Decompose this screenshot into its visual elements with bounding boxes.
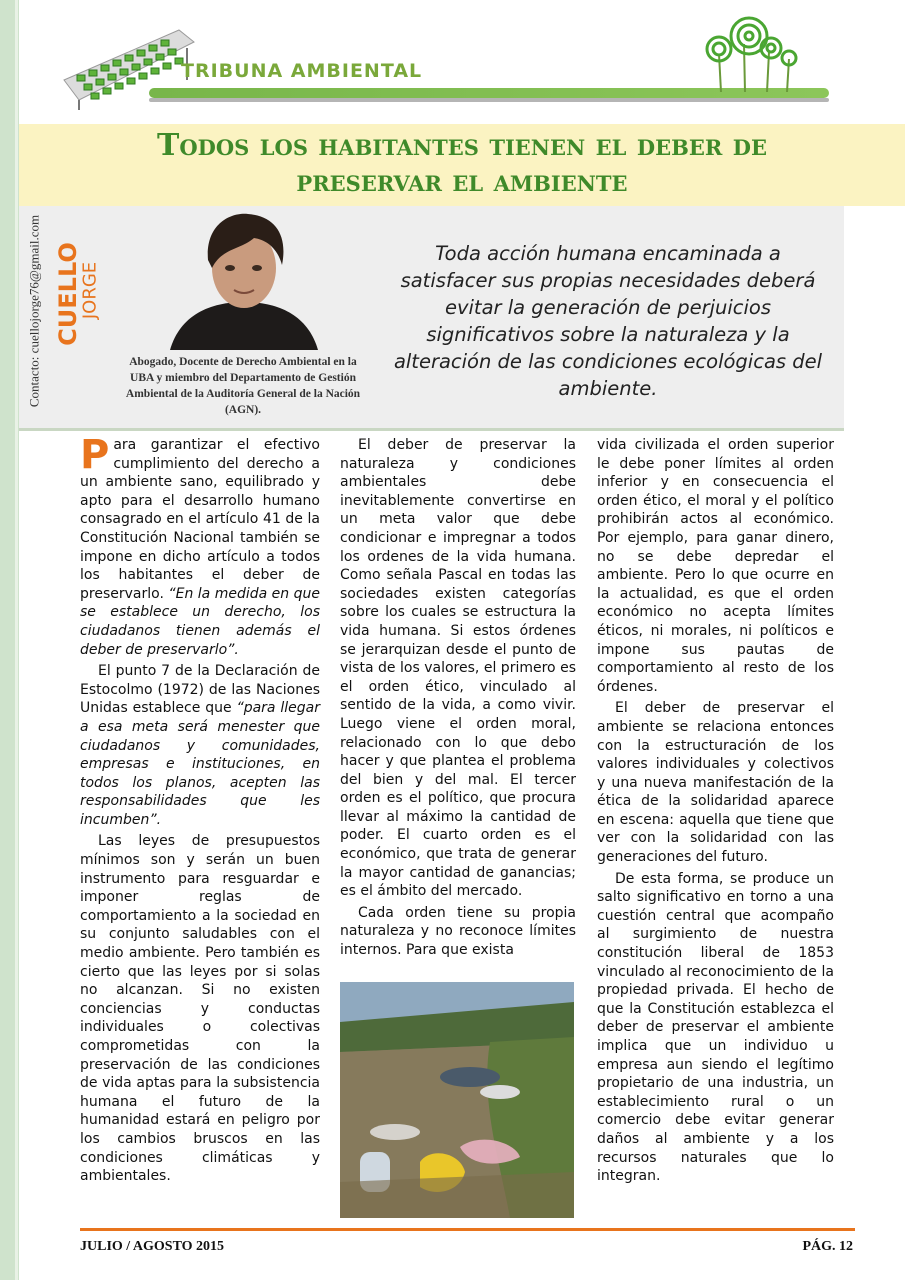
paragraph: El deber de preservar el ambiente se relaciona entonces con la estructuración de los valores individuales y colectivos y una nueva manifestación de la ética de la solidaridad aparece en escena: aquella que tiene que ver con la solidaridad con las generaciones del futuro. (597, 700, 834, 866)
paragraph: Las leyes de presupuestos mínimos son y serán un buen instrumento para resguardar e imponer reglas de comportamiento a la sociedad en su conjunto saludables con el medio ambiente. Pero también es cierto que las leyes por si solas no alcanzan. Si no existen conciencias y conductas individuales o colectivas comprometidas con la preservación de las condiciones de vida aptas para la subsistencia humana el futuro de la humanidad estará en peligro por los cambios bruscos en las condiciones climáticas y ambientales. (80, 833, 320, 1185)
drop-cap: P (80, 432, 110, 478)
left-margin-stripe-inner (15, 0, 18, 1280)
author-bio: Abogado, Docente de Derecho Ambiental en la UBA y miembro del Departamento de Gestión Ambiental de la Auditoría General de la Nación (AGN). (125, 356, 361, 416)
shoreline-litter-photo (340, 982, 574, 1218)
paragraph: De esta forma, se produce un salto significativo en torno a una cuestión central que acompaño al surgimiento de nuestra constitución liberal de 1853 vinculado al reconocimiento de la propiedad privada. El hecho de que la Constitución establezca el deber de preservar el ambiente implica que un individuo u empresa aun siendo el legítimo propietario de una industria, un establecimiento rural o un comercio debe evitar generar daños al ambiente y a los recursos naturales que lo integran. (597, 870, 834, 1185)
issue-date: JULIO / AGOSTO 2015 (80, 1239, 225, 1254)
body-column-1 (80, 432, 321, 1189)
author-portrait (150, 210, 338, 350)
page-number: PÁG. 12 (802, 1239, 853, 1254)
author-first-name: JORGE (79, 261, 101, 320)
article-title-line2: preservar el ambiente (296, 164, 628, 199)
body-column-3 (597, 436, 834, 1189)
paragraph: Cada orden tiene su propia naturaleza y no reconoce límites internos. Para que exista (340, 904, 576, 959)
paragraph (80, 662, 320, 829)
author-contact (22, 213, 46, 418)
section-title: TRIBUNA AMBIENTAL (181, 60, 423, 82)
footer-divider (80, 1228, 855, 1231)
body-column-2 (340, 436, 576, 963)
author-last-name: CUELLO (54, 242, 82, 346)
author-name (50, 210, 110, 370)
paragraph: vida civilizada el orden superior le debe poner límites al orden inferior y en consecuencia el orden ético, el moral y el político prohibirán actos al económico. Por ejemplo, para ganar dinero, no se debe depredar el ambiente. Pero lo que ocurre en la actualidad, es que el orden económico no acepta límites éticos, ni morales, ni políticos e impone sus pautas de comportamiento al resto de los órdenes. (597, 437, 834, 695)
pull-quote: Toda acción humana encaminada a satisfacer sus propias necesidades deberá evitar la generación de perjuicios significativos sobre la naturaleza y la alteración de las condiciones ecológicas del ambiente. (393, 242, 823, 400)
header-gray-bar (149, 98, 829, 102)
author-contact-text: Contacto: cuellojorge76@gmail.com (26, 214, 42, 408)
spiral-trees-icon (689, 14, 809, 94)
paragraph-text: El punto 7 de la Declaración de Estocolmo (1972) de las Naciones Unidas establece que (80, 663, 320, 717)
article-title-line1: Todos los habitantes tienen el deber de (157, 128, 767, 163)
paragraph-quote: “para llegar a esa meta será menester que ciudadanos y comunidades, empresas e instituciones, en todos los planos, acepten las responsabilidades que les incumben”. (80, 700, 320, 828)
paragraph: El deber de preservar la naturaleza y condiciones ambientales debe inevitablemente convertirse en un meta valor que debe condicionar e impregnar a todos los ordenes de la vida humana. Como señala Pascal en todas las sociedades existen categorías sobre los cuales se estructura la vida humana. Si estos órdenes se jerarquizan desde el punto de vista de los valores, el primero es el orden ético, vinculado al sentido de la vida, a como vivir. Luego viene el orden moral, relacionado con lo que debo hacer y que plantea el problema del bien y del mal. El tercer orden es el político, que procura llevar al máximo la cantidad de poder. El cuarto orden es el económico, que trata de generar la mayor cantidad de ganancias; es el ámbito del mercado. (340, 437, 576, 900)
paragraph (80, 432, 321, 659)
title-band (19, 124, 905, 206)
paragraph-quote: “En la medida en que se establece un derecho, los ciudadanos tienen además el deber de preservarlo”. (80, 585, 321, 658)
author-box-right-margin (844, 206, 905, 431)
article-title (19, 128, 905, 200)
paragraph-text: ara garantizar el efectivo cumplimiento del derecho a un ambiente sano, equilibrado y apto para el desarrollo humano consagrado en el artículo 41 de la Constitución Nacional también se impone en dicho artículo a todos los habitantes el deber de preservarlo. (80, 437, 320, 602)
page-header (19, 0, 905, 122)
